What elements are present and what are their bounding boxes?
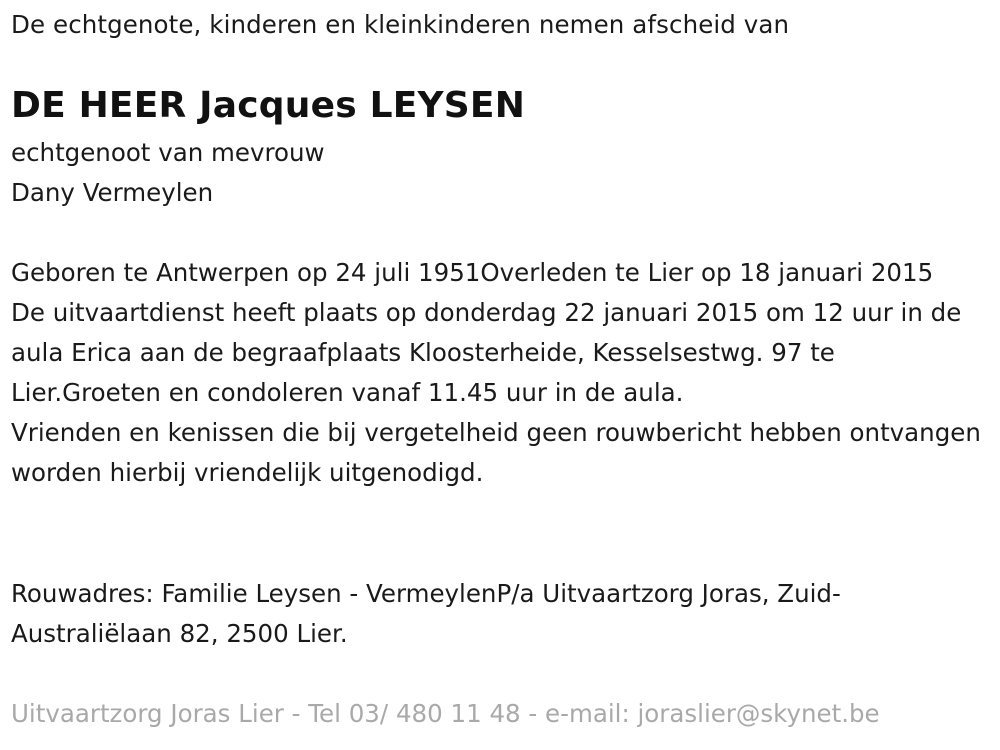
footer-contact: Uitvaartzorg Joras Lier - Tel 03/ 480 11 48 - e-mail: joraslier@skynet.be — [11, 699, 880, 728]
spouse-block — [11, 133, 325, 213]
birth-death-text: Geboren te Antwerpen op 24 juli 1951Overleden te Lier op 18 januari 2015 — [11, 258, 934, 287]
invitation-text: Vrienden en kenissen die bij vergetelheid geen rouwbericht hebben ontvangen worden hierbij vriendelijk uitgenodigd. — [11, 418, 981, 487]
service-text: De uitvaartdienst heeft plaats op donderdag 22 januari 2015 om 12 uur in de aula Erica aan de begraafplaats Kloosterheide, Kesselsestwg. 97 te Lier.Groeten en condoleren vanaf 11.45 uur in de aula. — [11, 298, 962, 407]
intro-text: De echtgenote, kinderen en kleinkinderen nemen afscheid van — [11, 10, 790, 39]
mourning-address: Rouwadres: Familie Leysen - VermeylenP/a Uitvaartzorg Joras, Zuid-Australiëlaan 82, 2500 Lier. — [11, 579, 841, 648]
address-block — [11, 574, 986, 654]
spouse-relation: echtgenoot van mevrouw — [11, 138, 325, 167]
deceased-name: DE HEER Jacques LEYSEN — [11, 85, 526, 126]
details-block — [11, 253, 986, 493]
spouse-name: Dany Vermeylen — [11, 178, 214, 207]
